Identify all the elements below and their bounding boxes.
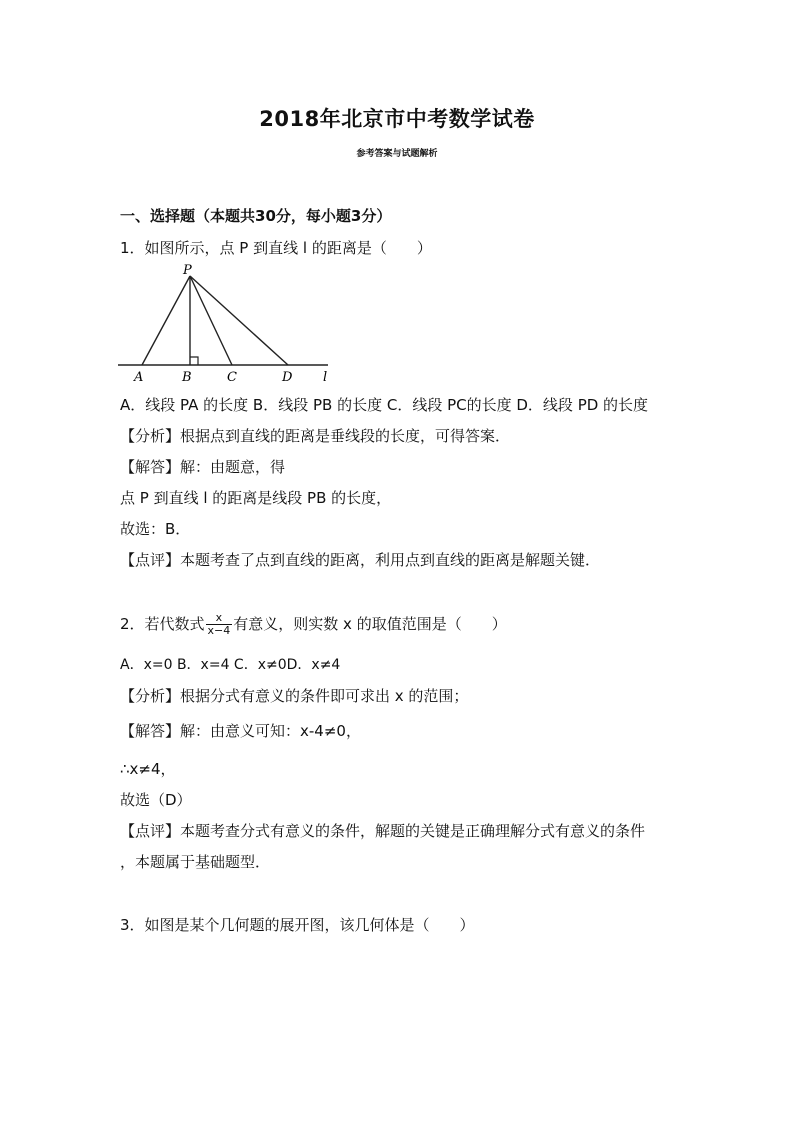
label-a: A: [134, 370, 144, 384]
q1-figure: [118, 262, 333, 384]
q1-solution: [120, 456, 285, 477]
comment-text: 本题考查了点到直线的距离，利用点到直线的距离是解题关键．: [180, 551, 601, 569]
q2-stem-post: 有意义，则实数 x 的取值范围是（ ）: [233, 615, 507, 633]
analysis-tag: 【分析】: [120, 687, 181, 705]
q1-comment: [120, 549, 600, 570]
segment-pd: [190, 276, 288, 365]
q1-solution-line2: 点 P 到直线 l 的距离是线段 PB 的长度，: [120, 489, 392, 507]
fraction-numerator: x: [206, 612, 233, 625]
solution-tag: 【解答】: [120, 722, 181, 740]
q1-options: A．线段 PA 的长度 B．线段 PB 的长度 C．线段 PC的长度 D．线段 PD 的长度: [120, 396, 649, 414]
q2-comment: [120, 820, 645, 841]
segment-pa: [142, 276, 190, 365]
q2-analysis: [120, 685, 468, 706]
q2-stem: [120, 612, 507, 637]
segment-pc: [190, 276, 232, 365]
label-d: D: [282, 370, 293, 384]
analysis-text: 根据分式有意义的条件即可求出 x 的范围；: [180, 687, 469, 705]
right-angle-mark: [190, 357, 198, 365]
comment-text: 本题考查分式有意义的条件，解题的关键是正确理解分式有意义的条件: [180, 822, 646, 840]
label-b: B: [182, 370, 192, 384]
label-c: C: [227, 370, 237, 384]
solution-text: 解：由题意，得: [180, 458, 286, 476]
page-title: 2018年北京市中考数学试卷: [259, 107, 535, 131]
section-heading: 一、选择题（本题共30分，每小题3分）: [120, 207, 392, 225]
fraction-denominator: x−4: [207, 624, 231, 637]
q2-options: A．x=0 B．x=4 C．x≠0D．x≠4: [120, 657, 341, 673]
q1-analysis: [120, 425, 510, 446]
q1-stem: 1．如图所示，点 P 到直线 l 的距离是（ ）: [120, 239, 432, 257]
q2-solution: [120, 720, 361, 741]
fraction: [206, 612, 233, 637]
comment-tag: 【点评】: [120, 551, 181, 569]
q2-solution-line2: ∴x≠4，: [120, 760, 176, 778]
page-subtitle: 参考答案与试题解析: [356, 149, 438, 159]
q1-choice: 故选：B．: [120, 520, 191, 538]
q2-stem-pre: 2．若代数式: [120, 615, 205, 633]
comment-tag: 【点评】: [120, 822, 181, 840]
analysis-tag: 【分析】: [120, 427, 181, 445]
q2-comment-line2: ，本题属于基础题型．: [120, 853, 271, 871]
label-p: P: [183, 263, 192, 278]
q3-stem: 3．如图是某个几何题的展开图，该几何体是（ ）: [120, 916, 475, 934]
q2-choice: 故选（D）: [120, 791, 192, 809]
solution-text: 解：由意义可知：x-4≠0，: [180, 722, 361, 740]
solution-tag: 【解答】: [120, 458, 181, 476]
analysis-text: 根据点到直线的距离是垂线段的长度，可得答案．: [180, 427, 511, 445]
label-l: l: [323, 370, 328, 384]
